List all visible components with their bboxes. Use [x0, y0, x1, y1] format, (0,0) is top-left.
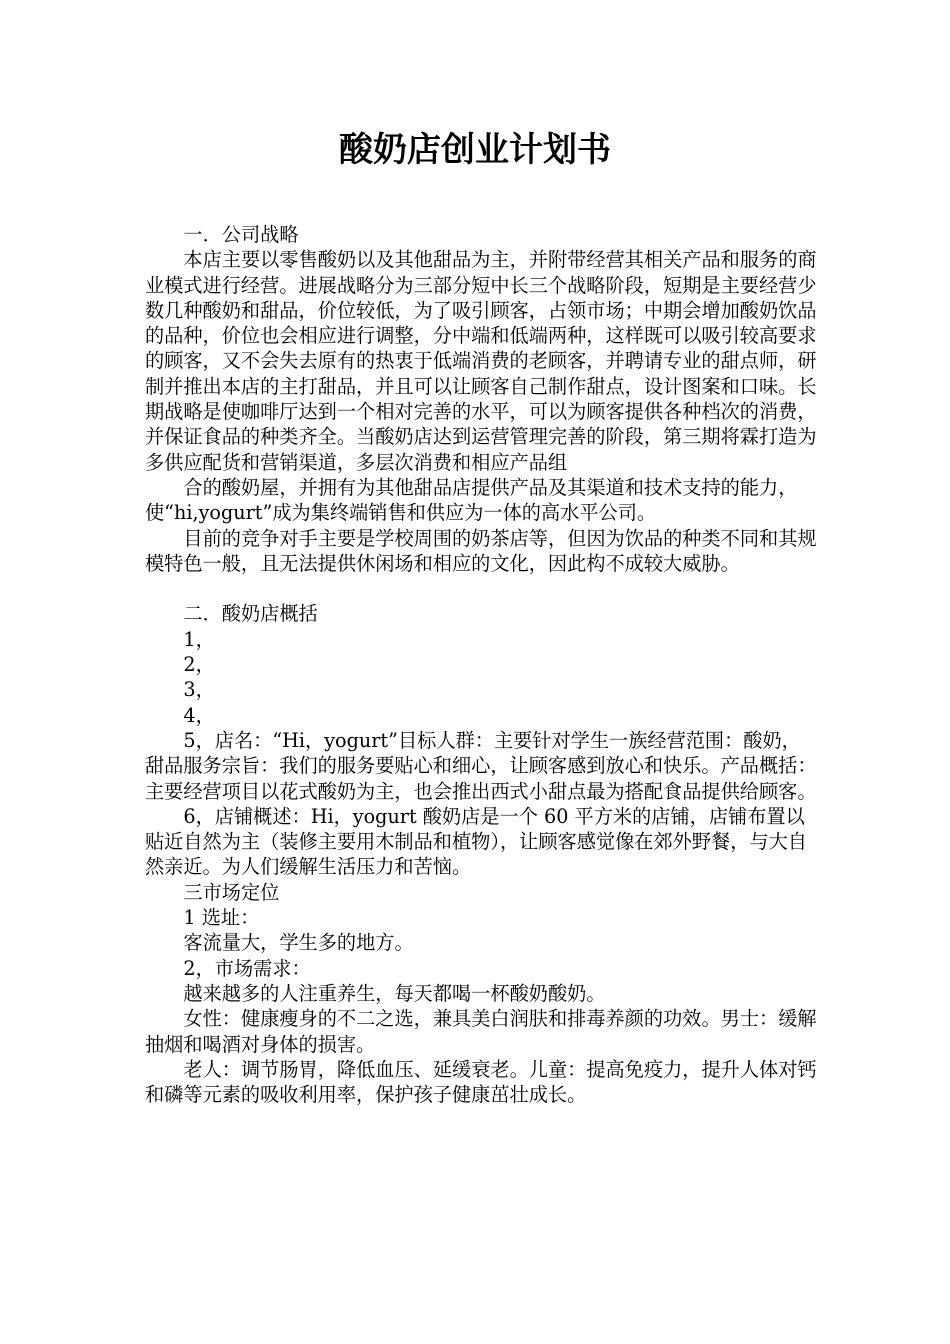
section2-item-6: 6，店铺概述：Hi，yogurt 酸奶店是一个 60 平方米的店铺，店铺布置以贴近自然为主（装修主要用木制品和植物），让顾客感觉像在郊外野餐，与大自然亲近。为人们缓解生活压力和苦恼。	[145, 804, 807, 879]
section2-item-1: 1，	[183, 627, 215, 651]
document-title: 酸奶店创业计划书	[339, 130, 611, 170]
section3-text-2: 越来越多的人注重养生，每天都喝一杯酸奶酸奶。	[183, 981, 606, 1005]
section3-paragraph-women-men: 女性：健康瘦身的不二之选，兼具美白润肤和排毒养颜的功效。男士：缓解抽烟和喝酒对身体的损害。	[145, 1007, 817, 1056]
document-body	[145, 222, 817, 1107]
section2-item-3: 3，	[183, 678, 215, 702]
section2-item-5: 5，店名：“Hi，yogurt”目标人群：主要针对学生一族经营范围：酸奶，甜品服务宗旨：我们的服务要贴心和细心，让顾客感到放心和快乐。产品概括：主要经营项目以花式酸奶为主，也会推出西式小甜点最为搭配食品提供给顾客。	[145, 728, 817, 803]
section2-heading: 二．酸奶店概括	[183, 602, 318, 626]
section1-paragraph-2: 合的酸奶屋，并拥有为其他甜品店提供产品及其渠道和技术支持的能力，使“hi,yogurt”成为集终端销售和供应为一体的高水平公司。	[145, 475, 798, 525]
section1-paragraph-3: 目前的竞争对手主要是学校周围的奶茶店等，但因为饮品的种类不同和其规模特色一般，且无法提供休闲场和相应的文化，因此构不成较大威胁。	[145, 526, 817, 575]
section2-item-4: 4，	[183, 703, 215, 727]
section3-paragraph-elder-child: 老人：调节肠胃，降低血压、延缓衰老。儿童：提高免疫力，提升人体对钙和磷等元素的吸收利用率，保护孩子健康茁壮成长。	[145, 1057, 817, 1107]
section3-text-1: 客流量大，学生多的地方。	[183, 931, 414, 955]
section1-paragraph-1: 本店主要以零售酸奶以及其他甜品为主，并附带经营其相关产品和服务的商业模式进行经营。进展战略分为三部分短中长三个战略阶段，短期是主要经营少数几种酸奶和甜品，价位较低，为了吸引顾客，占领市场；中期会增加酸奶饮品的品种，价位也会相应进行调整，分中端和低端两种，这样既可以吸引较高要求的顾客，又不会失去原有的热衷于低端消费的老顾客，并聘请专业的甜点师，研制并推出本店的主打甜品，并且可以让顾客自己制作甜点，设计图案和口味。长期战略是使咖啡厅达到一个相对完善的水平，可以为顾客提供各种档次的消费，并保证食品的种类齐全。当酸奶店达到运营管理完善的阶段，第三期将霖打造为多供应配货和营销渠道，多层次消费和相应产品组	[145, 248, 817, 474]
section3-heading: 三市场定位	[183, 880, 280, 904]
blank-line	[145, 576, 817, 601]
section1-heading: 一．公司战略	[183, 223, 299, 246]
section2-item-2: 2，	[183, 653, 215, 677]
section3-subheading-1: 1 选址：	[183, 906, 260, 930]
section3-subheading-2: 2，市场需求：	[183, 956, 311, 980]
